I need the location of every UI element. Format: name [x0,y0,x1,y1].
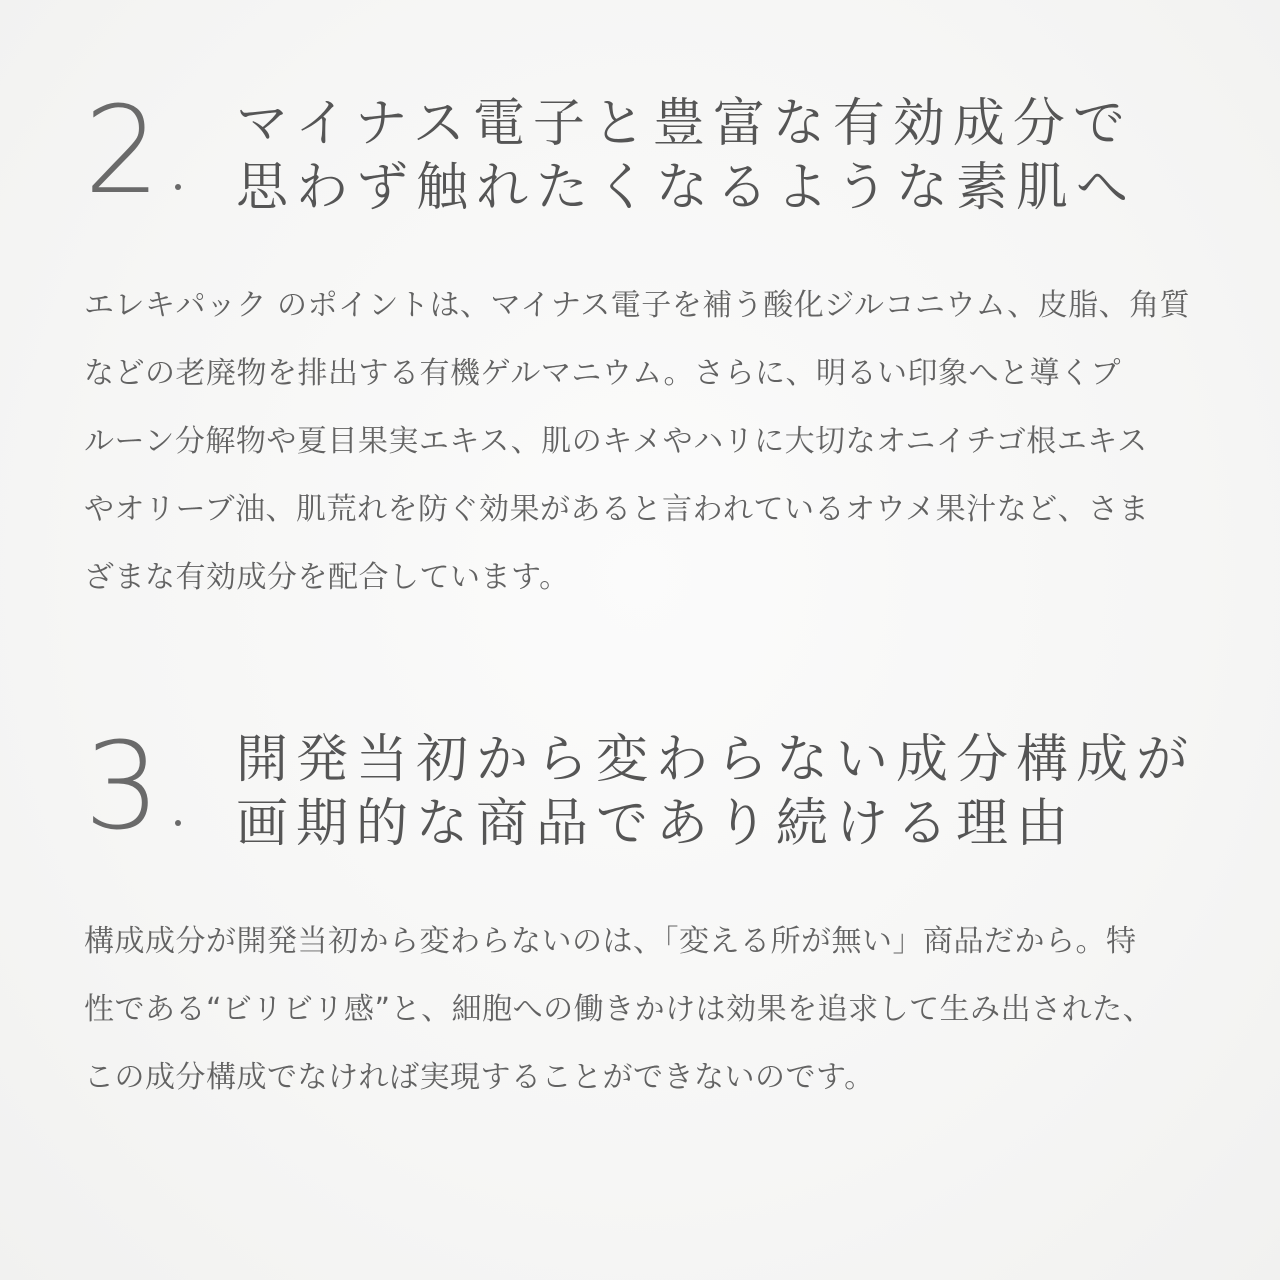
section-2-body-line: ルーン分解物や夏目果実エキス、肌のキメやハリに大切なオニイチゴ根エキス [84,424,1148,459]
section-2-body-line: ざまな有効成分を配合しています。 [84,560,570,595]
section-2-body-line: エレキパック のポイントは、マイナス電子を補う酸化ジルコニウム、皮脂、角質 [84,288,1191,323]
section-2-number-dot [175,184,181,190]
section-2-body [84,272,1204,612]
section-3-heading [0,718,1280,864]
section-2-body-line: やオリーブ油、肌荒れを防ぐ効果があると言われているオウメ果汁など、さま [84,492,1150,527]
section-2-number: 2 [84,82,161,221]
section-3-body-line: 性である“ビリビリ感”と、細胞への働きかけは効果を追求して生み出された、 [84,992,1154,1027]
section-3-number: 3 [84,718,161,857]
section-3-body [84,908,1204,1112]
section-2-heading [0,82,1280,228]
section-2-title-line-2: 思わず触れたくなるような素肌へ [236,158,1137,218]
section-2-body-line: などの老廃物を排出する有機ゲルマニウム。さらに、明るい印象へと導くプ [84,356,1121,391]
section-2-title-line-1: マイナス電子と豊富な有効成分で [236,94,1133,154]
section-3-number-dot [175,820,181,826]
section-3-body-line: この成分構成でなければ実現することができないのです。 [84,1060,875,1095]
section-3-title-line-1: 開発当初から変わらない成分構成が [236,730,1197,790]
section-3-title-line-2: 画期的な商品であり続ける理由 [236,794,1077,854]
section-3-body-line: 構成成分が開発当初から変わらないのは、「変える所が無い」商品だから。特 [84,924,1137,959]
